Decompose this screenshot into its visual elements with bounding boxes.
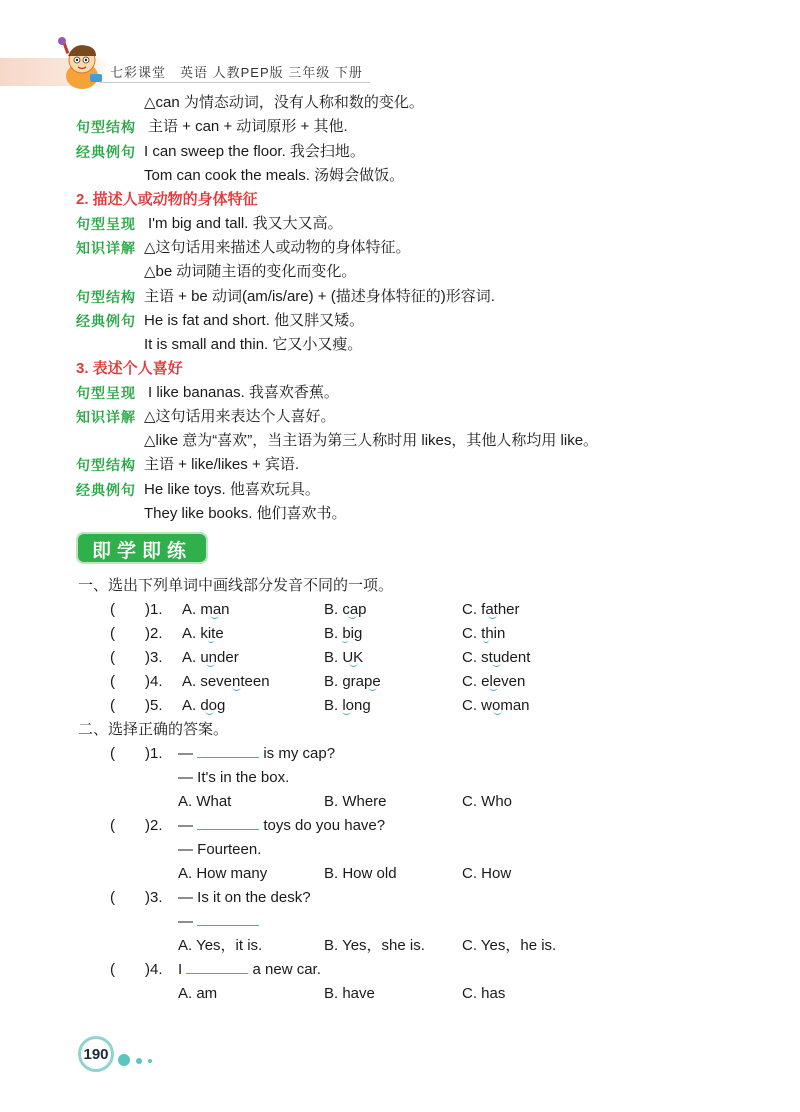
cartoon-mascot-icon: [54, 36, 110, 92]
note-can: △can 为情态动词，没有人称和数的变化。: [144, 94, 424, 111]
example-label-1: 经典例句: [76, 144, 136, 160]
practice-banner: [76, 532, 208, 564]
example-2-1: He is fat and short. 他又胖又矮。: [144, 312, 365, 329]
p2-q3-b: B. Yes，she is.: [324, 937, 425, 954]
part-1-title: 一、选出下列单词中画线部分发音不同的一项。: [78, 577, 394, 594]
p1-q4-c: C. eleven: [462, 673, 526, 690]
answer-blank[interactable]: [197, 815, 259, 830]
p2-q1-c: C. Who: [462, 793, 513, 810]
example-2-2: It is small and thin. 它又小又瘦。: [144, 336, 363, 353]
p2-q2-num: ( )2.: [110, 817, 163, 834]
p2-q1-b: B. Where: [324, 793, 387, 810]
p1-q1-c: C. father: [462, 601, 520, 618]
pattern-text-3: I like bananas. 我喜欢香蕉。: [148, 384, 339, 401]
answer-blank[interactable]: [197, 911, 259, 926]
p2-q1-line1-post: is my cap?: [263, 745, 336, 762]
p1-q2-c: C. thin: [462, 625, 506, 642]
p2-q4-c: C. has: [462, 985, 506, 1002]
p2-q4-line1: [178, 959, 321, 981]
p2-q1-num: ( )1.: [110, 745, 163, 762]
p2-q3-a: A. Yes，it is.: [178, 937, 263, 954]
p1-q4-num: ( )4.: [110, 673, 163, 690]
p1-q5-a: A. dog: [182, 697, 226, 714]
section-3-heading: 3. 表述个人喜好: [76, 360, 183, 377]
part-2-title: 二、选择正确的答案。: [78, 721, 229, 738]
p2-q2-line1-post: toys do you have?: [263, 817, 386, 834]
pattern-label-3: 句型呈现: [76, 385, 136, 401]
detail-label-3: 知识详解: [76, 409, 136, 425]
p2-q3-line2: [178, 911, 259, 933]
detail-label-2: 知识详解: [76, 240, 136, 256]
p2-q1-line1: [178, 743, 335, 765]
p2-q3-line1: — Is it on the desk?: [178, 889, 311, 906]
p1-q3-b: B. UK: [324, 649, 364, 666]
p2-q3-line2-dash: —: [178, 913, 193, 930]
p1-q1-b: B. cap: [324, 601, 367, 618]
p2-q1-line2: — It's in the box.: [178, 769, 290, 786]
page-number: 190: [83, 1046, 109, 1063]
decorative-dot: [148, 1059, 152, 1063]
p2-q4-a: A. am: [178, 985, 218, 1002]
p1-q4-a: A. seventeen: [182, 673, 270, 690]
p2-q2-a: A. How many: [178, 865, 268, 882]
structure-label-3: 句型结构: [76, 457, 136, 473]
page-number-badge: [78, 1036, 114, 1072]
p1-q1-a: A. man: [182, 601, 230, 618]
decorative-dot: [118, 1054, 130, 1066]
p2-q2-line1: [178, 815, 385, 837]
practice-banner-label: 即学即练: [91, 541, 192, 562]
p1-q5-num: ( )5.: [110, 697, 163, 714]
p1-q4-b: B. grape: [324, 673, 381, 690]
header-divider: [100, 82, 370, 83]
structure-label-1: 句型结构: [76, 119, 136, 135]
decorative-dot: [136, 1058, 142, 1064]
pattern-text-2: I'm big and tall. 我又大又高。: [148, 215, 343, 232]
pronunciation-mark: [342, 635, 348, 643]
pronunciation-mark: [483, 635, 489, 643]
p2-q1-line1-pre: —: [178, 745, 193, 762]
example-label-3: 经典例句: [76, 482, 136, 498]
structure-label-2: 句型结构: [76, 289, 136, 305]
p1-q2-b: B. big: [324, 625, 363, 642]
example-label-2: 经典例句: [76, 313, 136, 329]
example-3-2: They like books. 他们喜欢书。: [144, 505, 347, 522]
example-3-1: He like toys. 他喜欢玩具。: [144, 481, 320, 498]
answer-blank[interactable]: [197, 743, 259, 758]
p1-q5-c: C. woman: [462, 697, 530, 714]
detail-2-2: △be 动词随主语的变化而变化。: [144, 263, 357, 280]
p2-q2-line2: — Fourteen.: [178, 841, 262, 858]
p2-q3-c: C. Yes，he is.: [462, 937, 557, 954]
header-title: 七彩课堂 英语 人教PEP版 三年级 下册: [110, 65, 363, 80]
detail-3-2: △like 意为“喜欢”，当主语为第三人称时用 likes，其他人称均用 like。: [144, 432, 599, 449]
structure-text-3: 主语 + like/likes + 宾语.: [144, 456, 300, 473]
p2-q4-line1-post: a new car.: [252, 961, 321, 978]
p2-q1-a: A. What: [178, 793, 232, 810]
pronunciation-mark: [208, 635, 214, 643]
p1-q5-b: B. long: [324, 697, 371, 714]
pattern-label-2: 句型呈现: [76, 216, 136, 232]
p1-q3-a: A. under: [182, 649, 239, 666]
p1-q3-c: C. student: [462, 649, 531, 666]
structure-text-1: 主语 + can + 动词原形 + 其他.: [148, 118, 348, 135]
p2-q2-c: C. How: [462, 865, 512, 882]
detail-2-1: △这句话用来描述人或动物的身体特征。: [144, 239, 411, 256]
example-1-2: Tom can cook the meals. 汤姆会做饭。: [144, 167, 405, 184]
p2-q2-b: B. How old: [324, 865, 397, 882]
p2-q4-b: B. have: [324, 985, 375, 1002]
answer-blank[interactable]: [186, 959, 248, 974]
p2-q2-line1-pre: —: [178, 817, 193, 834]
structure-text-2: 主语 + be 动词(am/is/are) + (描述身体特征的)形容词.: [144, 288, 495, 305]
detail-3-1: △这句话用来表达个人喜好。: [144, 408, 336, 425]
p1-q2-a: A. kite: [182, 625, 224, 642]
p1-q2-num: ( )2.: [110, 625, 163, 642]
p2-q4-line1-pre: I: [178, 961, 183, 978]
p1-q3-num: ( )3.: [110, 649, 163, 666]
p2-q4-num: ( )4.: [110, 961, 163, 978]
section-2-heading: 2. 描述人或动物的身体特征: [76, 191, 258, 208]
p2-q3-num: ( )3.: [110, 889, 163, 906]
example-1-1: I can sweep the floor. 我会扫地。: [144, 143, 365, 160]
p1-q1-num: ( )1.: [110, 601, 163, 618]
